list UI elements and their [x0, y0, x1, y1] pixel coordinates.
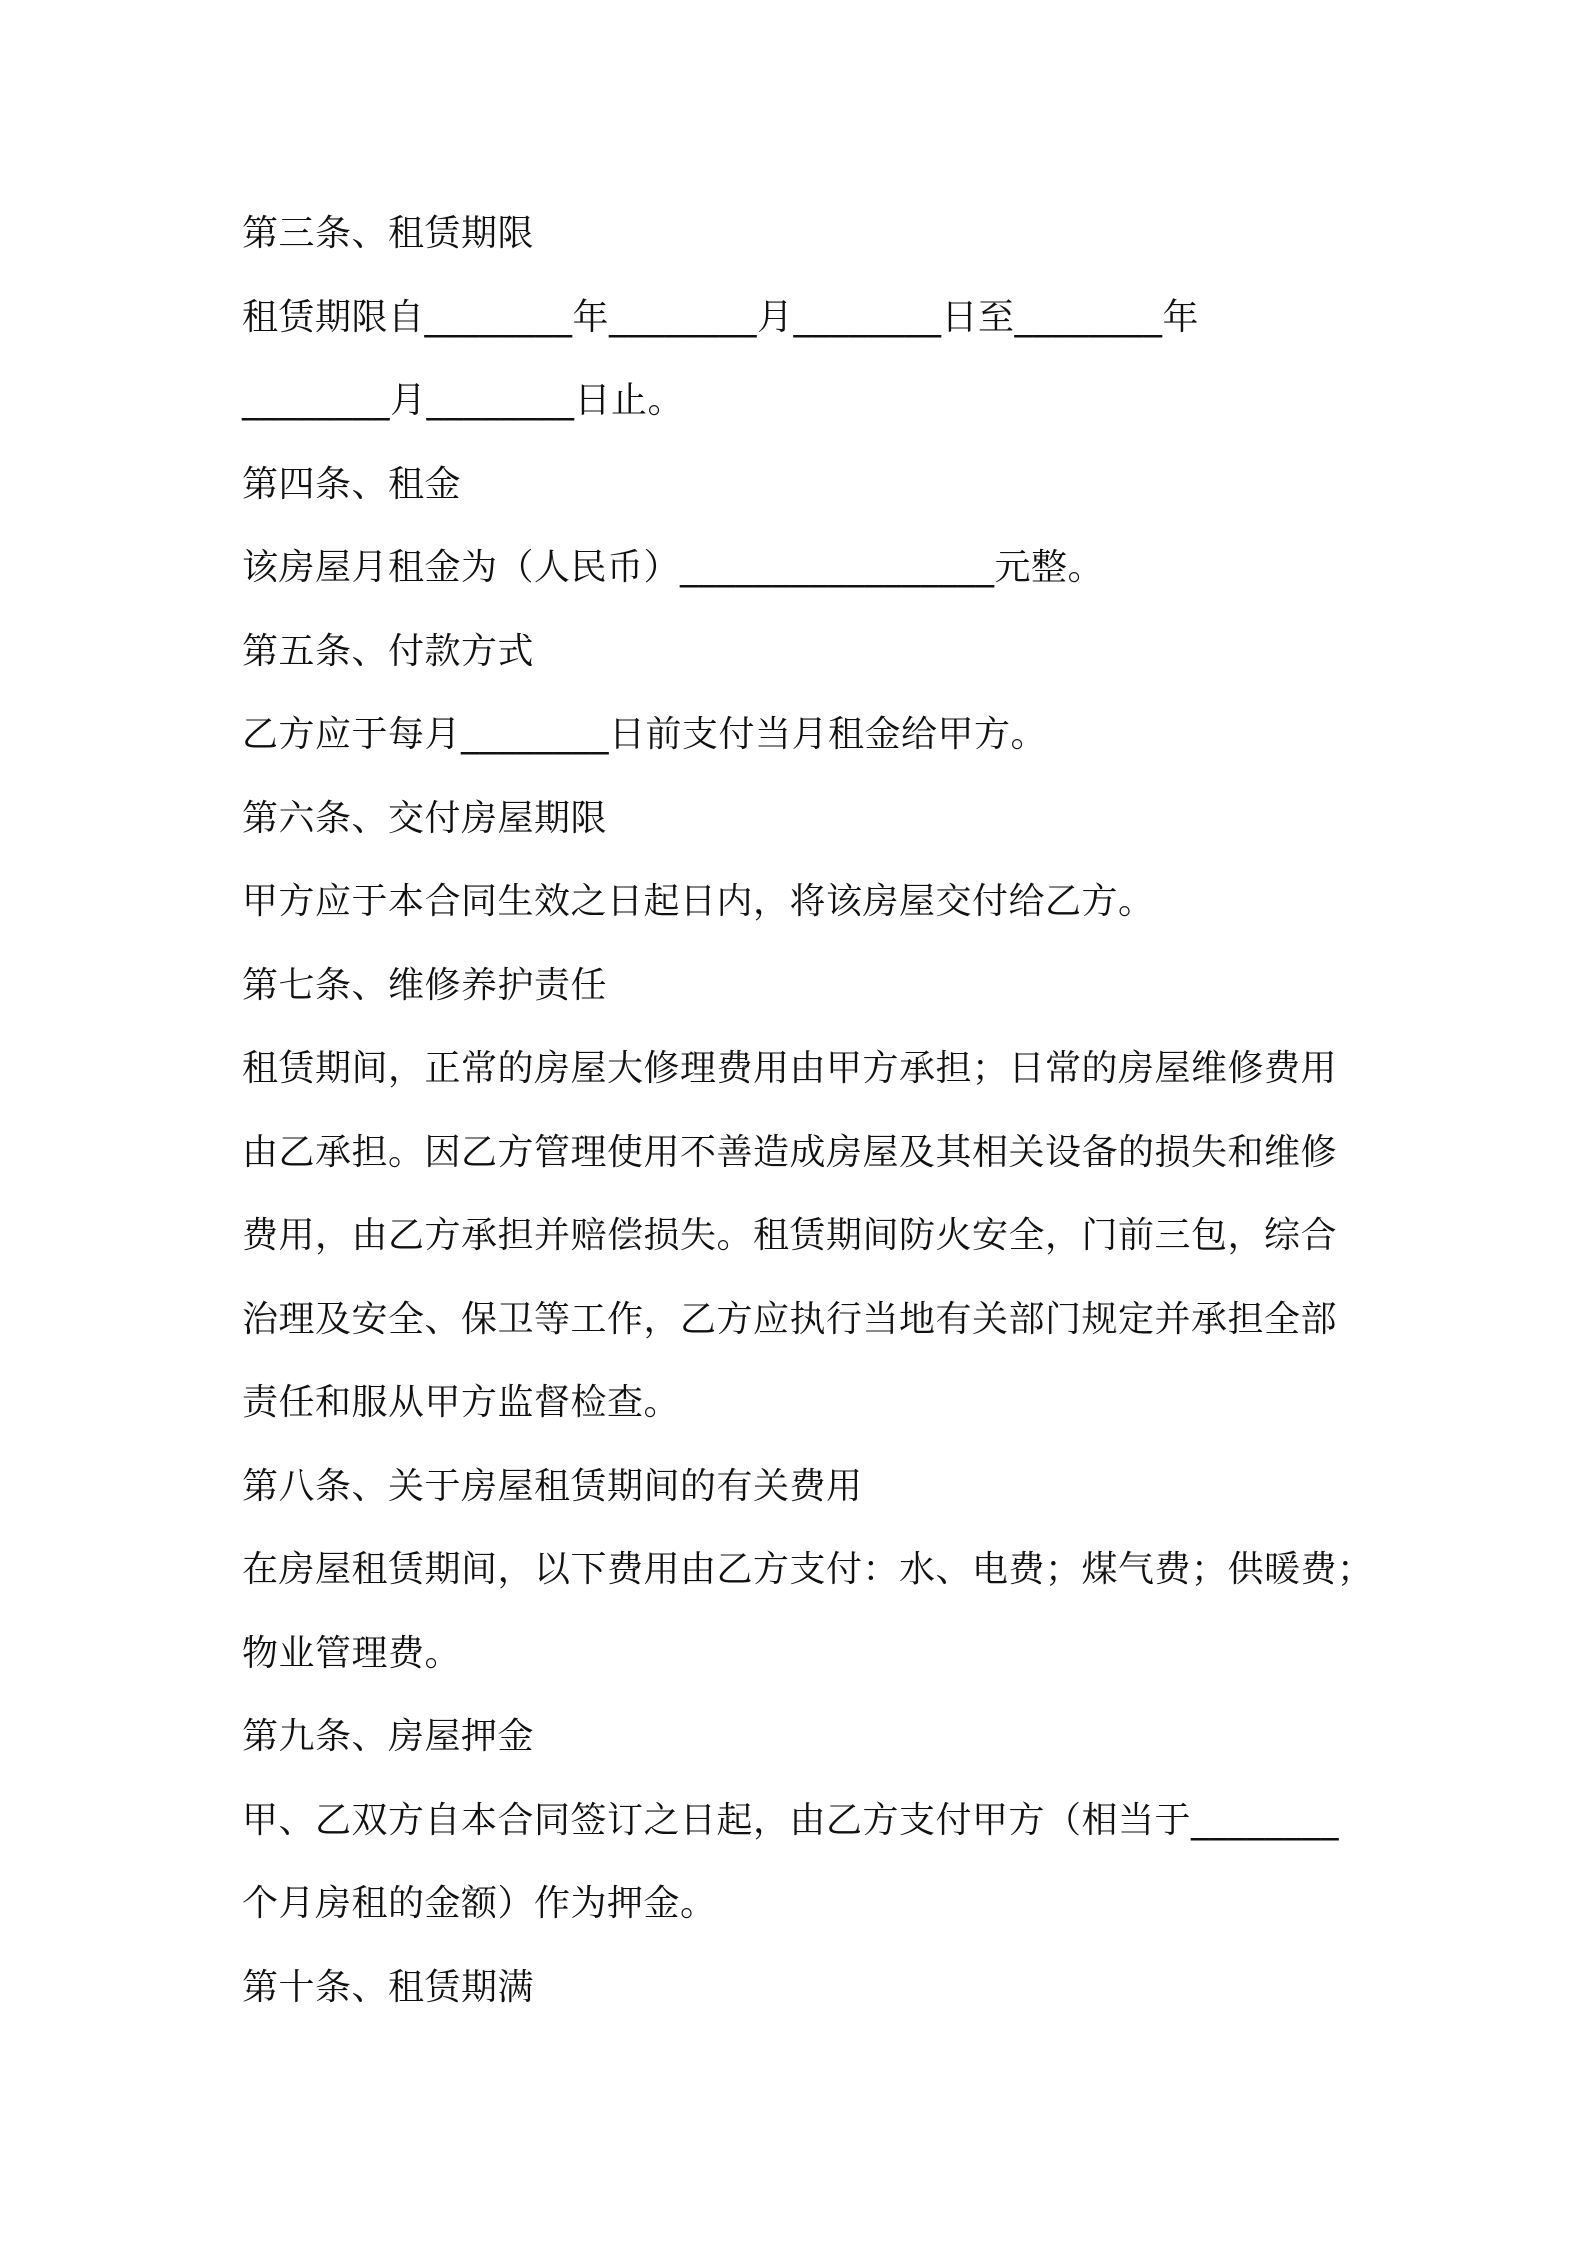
article-4-text: 该房屋月租金为（人民币）_________________元整。: [242, 547, 1105, 588]
article-3-heading: 第三条、租赁期限: [242, 213, 535, 254]
article-5-text: 乙方应于每月________日前支付当月租金给甲方。: [242, 714, 1048, 755]
contract-body: [242, 192, 1374, 2029]
article-5-heading: 第五条、付款方式: [242, 630, 535, 672]
article-7-text-line-1: 租赁期间，正常的房屋大修理费用由甲方承担；日常的房屋维修费用: [242, 1048, 1338, 1089]
article-9-text-line-2: 个月房租的金额）作为押金。: [242, 1883, 717, 1924]
article-3-text-line-1: 租赁期限自________年________月________日至________年: [242, 296, 1200, 338]
article-9-text-line-1: 甲、乙双方自本合同签订之日起，由乙方支付甲方（相当于________: [242, 1799, 1340, 1841]
article-6-heading: 第六条、交付房屋期限: [242, 797, 608, 839]
article-8-text-line-2: 物业管理费。: [242, 1632, 462, 1674]
article-4-heading: 第四条、租金: [242, 463, 462, 505]
article-3-text-line-2: ________月________日止。: [242, 380, 685, 421]
article-7-text-line-3: 费用，由乙方承担并赔偿损失。租赁期间防火安全，门前三包，综合: [242, 1215, 1338, 1256]
article-7-heading: 第七条、维修养护责任: [242, 964, 608, 1006]
article-7-text-line-2: 由乙承担。因乙方管理使用不善造成房屋及其相关设备的损失和维修: [242, 1131, 1338, 1173]
article-10-heading: 第十条、租赁期满: [242, 1966, 535, 2008]
article-6-text: 甲方应于本合同生效之日起日内，将该房屋交付给乙方。: [242, 881, 1155, 922]
article-8-text-line-1: 在房屋租赁期间，以下费用由乙方支付：水、电费；煤气费；供暖费；: [242, 1549, 1374, 1590]
article-7-text-line-4: 治理及安全、保卫等工作，乙方应执行当地有关部门规定并承担全部: [242, 1298, 1338, 1340]
article-7-text-line-5: 责任和服从甲方监督检查。: [242, 1382, 681, 1423]
article-8-heading: 第八条、关于房屋租赁期间的有关费用: [242, 1465, 863, 1507]
article-9-heading: 第九条、房屋押金: [242, 1716, 535, 1757]
